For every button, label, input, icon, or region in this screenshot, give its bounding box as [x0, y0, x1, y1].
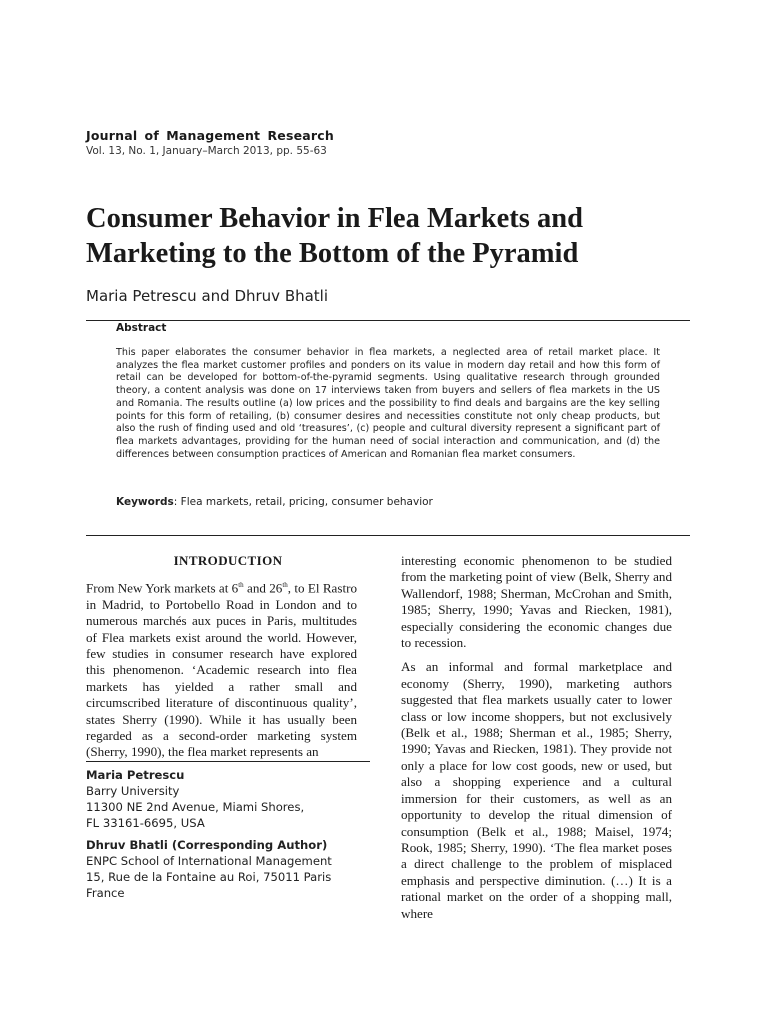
- intro-paragraph-1: From New York markets at 6th and 26th, to El Rastro in Madrid, to Portobello Road in London and to numerous marchés aux puces in Paris, multitudes of Flea markets exist around the world. However, few studies in consumer research have explored this phenomenon. ‘Academic research into flea markets has yielded a rather small and circumscribed literature of discontinuous quality’, states Sherry (1990). While it has usually been regarded as a second-order marketing system (Sherry, 1990), the flea market represents an: [86, 580, 358, 760]
- affiliation-2: [86, 837, 370, 901]
- abstract-bottom-rule: [86, 535, 690, 536]
- affiliation-name: Maria Petrescu: [86, 768, 185, 782]
- journal-name: Journal of Management Research: [86, 128, 334, 143]
- intro-paragraph-3: As an informal and formal marketplace and economy (Sherry, 1990), marketing authors suggested that flea markets usually cater to lower class or low income shoppers, but not exclusively (Belk et al., 1988; Sherman et al., 1985; Sherry, 1990; Yavas and Riecken, 1981). They provide not only a place for low cost goods, new or used, but also a shopping experience and a cultural immersion for their customers, as well as an opportunity to develop the ritual dimension of consumption (Belk et al., 1988; Maisel, 1974; Rook, 1985; Sherry, 1990). ‘The flea market poses a direct challenge to the problem of misplaced emphasis and perspective diminution. (…) It is a rational market on the order of a shopping mall, where: [401, 659, 672, 921]
- affiliation-line: ENPC School of International Management: [86, 854, 332, 868]
- intro-paragraph-2: interesting economic phenomenon to be studied from the marketing point of view (Belk, Sherry and Wallendorf, 1988; Sherman, McCrohan and Smith, 1985; Sherry, 1990; Yavas and Riecken, 1981), especially considering the economic changes due to recession.: [401, 553, 672, 651]
- abstract-text: This paper elaborates the consumer behavior in flea markets, a neglected area of retail market place. It analyzes the flea market customer profiles and ponders on its value in modern day retail and how this form of retail can be developed for bottom-of-the-pyramid segments. Using qualitative research through grounded theory, a content analysis was done on 17 interviews taken from buyers and sellers of flea markets in the US and Romania. The results outline (a) low prices and the possibility to find deals and bargains are the key selling points for this form of retailing, (b) consumer desires and necessities constitute not only cheap products, but also the rush of finding used and old ‘treasures’, (c) people and cultural diversity represent a significant part of flea markets advantages, providing for the human need of social interaction and communication, and (d) the differences between consumption practices of American and Romanian flea market consumers.: [116, 347, 660, 460]
- abstract-heading: Abstract: [116, 322, 167, 334]
- section-heading-introduction: INTRODUCTION: [173, 553, 283, 568]
- affiliation-1: [86, 767, 370, 831]
- keywords-label: Keywords: [116, 496, 174, 508]
- paper-title: Consumer Behavior in Flea Markets and Marketing to the Bottom of the Pyramid: [86, 203, 583, 269]
- right-column-body: [401, 553, 672, 921]
- affiliation-line: FL 33161-6695, USA: [86, 816, 205, 830]
- affiliation-line: France: [86, 886, 125, 900]
- affiliation-line: 11300 NE 2nd Avenue, Miami Shores,: [86, 800, 305, 814]
- keywords: Keywords: Flea markets, retail, pricing, consumer behavior: [116, 496, 433, 508]
- left-column-body: [86, 577, 357, 759]
- affiliation-name: Dhruv Bhatli (Corresponding Author): [86, 838, 328, 852]
- affiliation-rule: [86, 761, 370, 762]
- journal-volume-info: Vol. 13, No. 1, January–March 2013, pp. 55-63: [86, 145, 327, 157]
- abstract-top-rule: [86, 320, 690, 321]
- paper-authors: Maria Petrescu and Dhruv Bhatli: [86, 287, 329, 305]
- keywords-text: Flea markets, retail, pricing, consumer behavior: [180, 496, 433, 508]
- affiliation-line: 15, Rue de la Fontaine au Roi, 75011 Paris: [86, 870, 332, 884]
- affiliation-line: Barry University: [86, 784, 180, 798]
